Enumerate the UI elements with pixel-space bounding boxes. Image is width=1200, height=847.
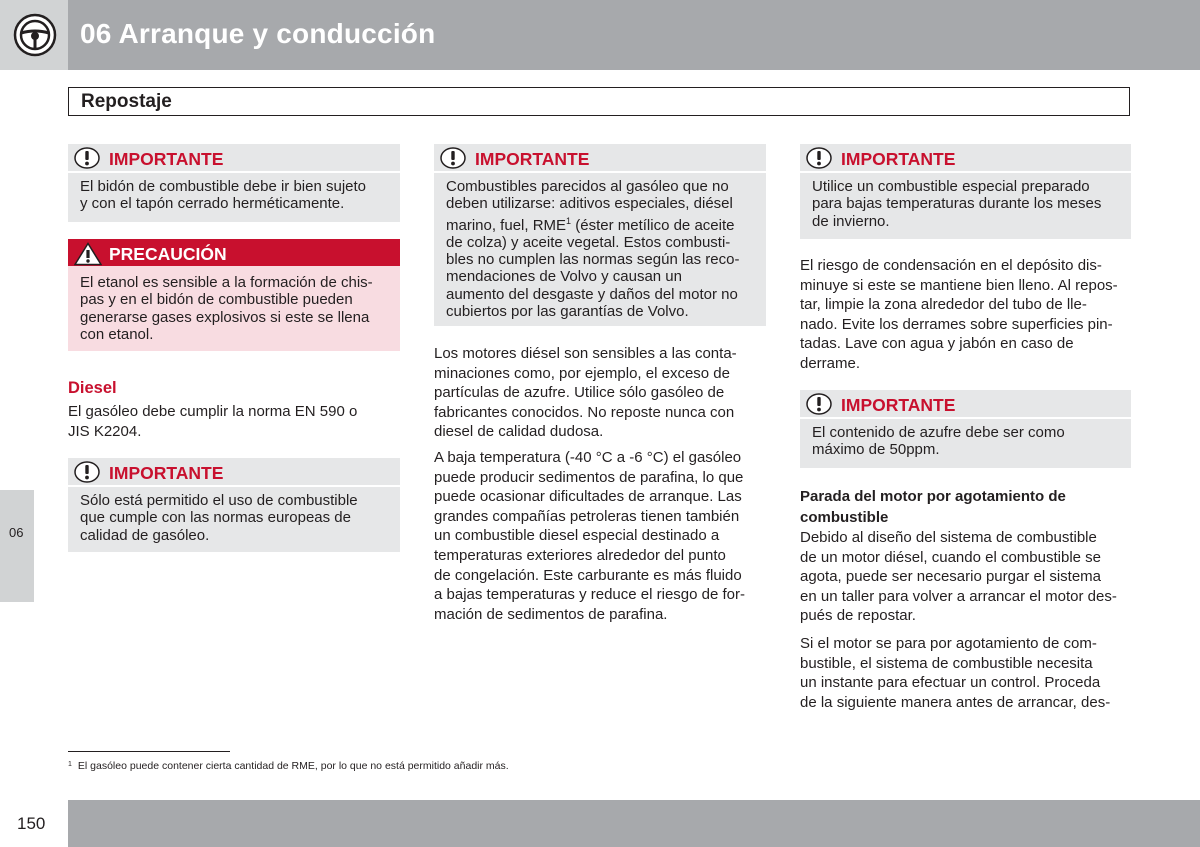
- text-line: Si el motor se para por agotamiento de com-: [800, 635, 1097, 652]
- caution-box-title: PRECAUCIÓN: [109, 244, 227, 264]
- important-box-header: [434, 144, 766, 173]
- text-line: calidad de gasóleo.: [80, 526, 210, 544]
- text-line: cubiertos por las garantías de Volvo.: [446, 303, 689, 321]
- text-line: El contenido de azufre debe ser como: [812, 424, 1065, 441]
- text-line: El gasóleo debe cumplir la norma EN 590 o: [68, 403, 358, 420]
- text-line: tar, limpie la zona alrededor del tubo de lle-: [800, 296, 1087, 314]
- text-line: Sólo está permitido el uso de combustible: [80, 492, 358, 509]
- important-box-title: IMPORTANTE: [109, 463, 224, 483]
- paragraph: [434, 344, 737, 442]
- text-line: bustible, el sistema de combustible necesita: [800, 654, 1093, 672]
- text-line: máximo de 50ppm.: [812, 441, 940, 459]
- text-line: de congelación. Este carburante es más fluido: [434, 566, 742, 584]
- text-line: aumento del desgaste y daños del motor no: [446, 285, 738, 303]
- chapter-side-tab-label: 06: [9, 525, 24, 540]
- text-line: A baja temperatura (-40 °C a -6 °C) el gasóleo: [434, 449, 742, 466]
- exclamation-icon: [806, 147, 832, 169]
- paragraph: [800, 528, 1117, 626]
- text-line: Combustibles parecidos al gasóleo que no: [446, 178, 729, 195]
- footnote-marker: 1: [68, 761, 72, 768]
- text-line: minaciones como, por ejemplo, el exceso de: [434, 364, 730, 382]
- exclamation-icon: [74, 461, 100, 483]
- text-line: un combustible diesel especial destinado a: [434, 527, 720, 545]
- important-box-body: [434, 173, 766, 330]
- important-box: [800, 390, 1131, 468]
- text-line: [446, 213, 754, 234]
- exclamation-icon: [74, 147, 100, 169]
- text-line: nado. Evite los derrames sobre superficies pin-: [800, 315, 1113, 333]
- text-line: tadas. Lave con agua y jabón en caso de: [800, 335, 1074, 353]
- text-line: pués de repostar.: [800, 607, 916, 625]
- text-line: de la siguiente manera antes de arrancar, des-: [800, 693, 1111, 711]
- important-box-title: IMPORTANTE: [109, 149, 224, 169]
- text-line: bles no cumplen las normas según las reco-: [446, 251, 740, 269]
- text-line: El bidón de combustible debe ir bien sujeto: [80, 178, 367, 195]
- text-line: deben utilizarse: aditivos especiales, diésel: [446, 195, 733, 213]
- text-line: puede producir sedimentos de parafina, lo que: [434, 468, 744, 486]
- footnote-text: El gasóleo puede contener cierta cantidad de RME, por lo que no está permitido añadir más.: [77, 760, 509, 772]
- text-line: para bajas temperaturas durante los meses: [812, 195, 1102, 213]
- caution-box-body: [68, 266, 400, 353]
- important-box: [434, 144, 766, 326]
- exclamation-icon: [806, 393, 832, 415]
- page-number: 150: [17, 814, 46, 833]
- text-line: de invierno.: [812, 212, 890, 230]
- text-line: partículas de azufre. Utilice sólo gasóleo de: [434, 384, 725, 402]
- important-box-body: [800, 419, 1131, 469]
- text-line: fabricantes conocidos. No reposte nunca con: [434, 403, 735, 421]
- text-line: en un taller para volver a arrancar el motor des-: [800, 587, 1117, 605]
- important-box-header: [800, 390, 1131, 419]
- paragraph: [434, 448, 745, 624]
- text-line: mación de sedimentos de parafina.: [434, 605, 668, 623]
- text-line: Los motores diésel son sensibles a las conta-: [434, 345, 737, 362]
- exclamation-icon: [440, 147, 466, 169]
- text-line: de colza) y aceite vegetal. Estos combusti-: [446, 233, 731, 251]
- text-line: JIS K2204.: [68, 422, 142, 440]
- text-line: combustible: [800, 509, 889, 526]
- steering-wheel-icon: [13, 13, 57, 57]
- chapter-side-tab: [0, 490, 34, 602]
- important-box-title: IMPORTANTE: [475, 149, 590, 169]
- important-box-title: IMPORTANTE: [841, 149, 956, 169]
- footnote-rule: [68, 751, 230, 752]
- section-title-frame: [68, 87, 1130, 116]
- text-line: diesel de calidad dudosa.: [434, 423, 604, 441]
- text-line: El riesgo de condensación en el depósito dis-: [800, 257, 1102, 274]
- section-title: Repostaje: [81, 91, 172, 112]
- text-fragment: (éster metílico de aceite: [575, 216, 735, 234]
- text-line: grandes compañías petroleras tienen también: [434, 507, 740, 525]
- paragraph: [800, 256, 1118, 374]
- text-line: a bajas temperaturas y reduce el riesgo de for-: [434, 586, 745, 604]
- text-line: con etanol.: [80, 325, 154, 343]
- text-line: agota, puede ser necesario purgar el sistema: [800, 568, 1102, 586]
- important-box-body: [68, 173, 400, 223]
- footnote-reference: 1: [566, 215, 572, 226]
- important-box: [68, 458, 400, 552]
- text-line: generarse gases explosivos si este se llena: [80, 308, 370, 326]
- footnote: [68, 760, 509, 772]
- text-line: minuye si este se mantiene bien lleno. Al repos-: [800, 276, 1118, 294]
- important-box: [800, 144, 1131, 239]
- text-line: y con el tapón cerrado herméticamente.: [80, 195, 345, 213]
- footer-bar: [68, 800, 1200, 847]
- text-line: derrame.: [800, 354, 861, 372]
- text-line: que cumple con las normas europeas de: [80, 509, 351, 527]
- text-line: de un motor diésel, cuando el combustible se: [800, 548, 1102, 566]
- caution-box-header: [68, 239, 400, 266]
- important-box-header: [68, 144, 400, 173]
- subsection-heading: [800, 486, 1066, 528]
- diesel-heading: Diesel: [68, 379, 117, 397]
- text-line: mendaciones de Volvo y causan un: [446, 268, 682, 286]
- paragraph: [800, 634, 1110, 712]
- text-line: temperaturas exteriores alrededor del punto: [434, 546, 726, 564]
- caution-box: [68, 239, 400, 351]
- warning-triangle-icon: [74, 242, 102, 266]
- chapter-title: 06 Arranque y conducción: [80, 18, 436, 49]
- diesel-paragraph: [68, 402, 357, 441]
- important-box-title: IMPORTANTE: [841, 395, 956, 415]
- text-line: un instante para efectuar un control. Proceda: [800, 674, 1101, 692]
- text-fragment: marino, fuel, RME: [446, 216, 567, 234]
- text-line: Debido al diseño del sistema de combustible: [800, 529, 1097, 546]
- important-box-header: [800, 144, 1131, 173]
- text-line: pas y en el bidón de combustible pueden: [80, 291, 353, 309]
- important-box-body: [800, 173, 1131, 240]
- text-line: puede ocasionar dificultades de arranque. Las: [434, 488, 742, 506]
- text-line: Parada del motor por agotamiento de: [800, 488, 1066, 505]
- important-box-header: [68, 458, 400, 487]
- important-box: [68, 144, 400, 222]
- important-box-body: [68, 487, 400, 554]
- text-line: Utilice un combustible especial preparado: [812, 178, 1090, 195]
- text-line: El etanol es sensible a la formación de chis-: [80, 274, 373, 291]
